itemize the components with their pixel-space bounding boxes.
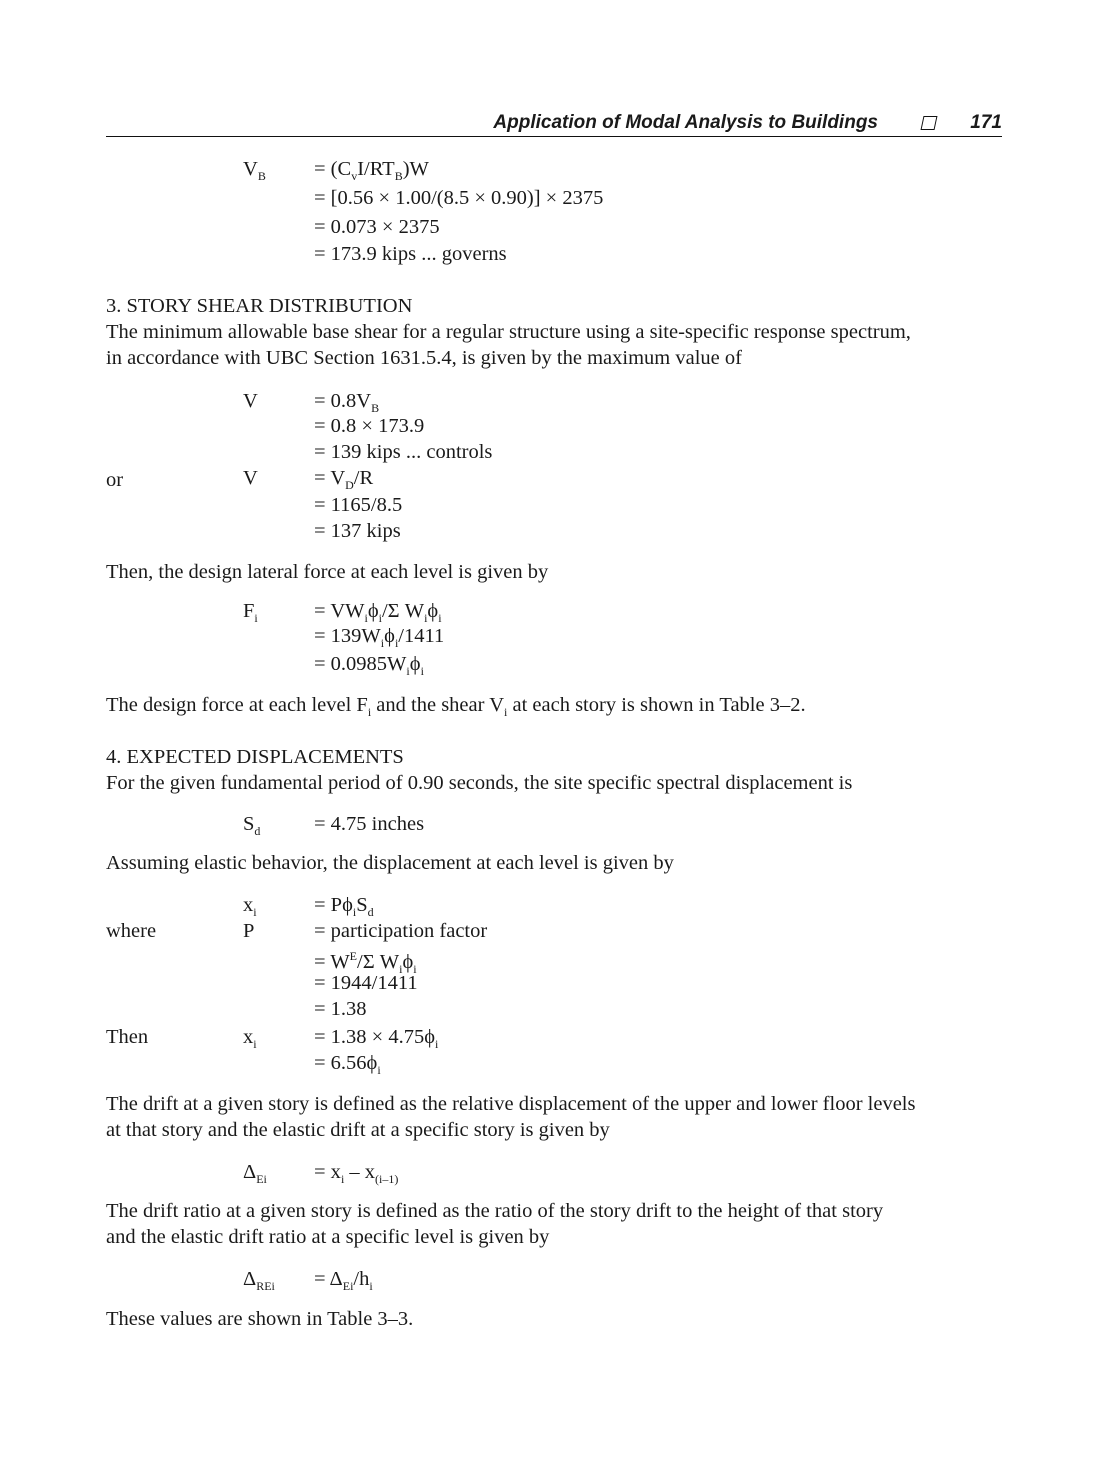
eq-fi-line-3: = $0.0985W_i\phi_i$: [314, 653, 424, 679]
eq-v2-line-2: = 1165/8.5: [314, 494, 403, 516]
eq-v2-line-1: = $V_D/R$: [314, 467, 374, 493]
eq-xi-lhs: $x_i$: [243, 894, 257, 920]
eq-v1-line-3: = 139 kips ... controls: [314, 441, 493, 463]
period-text: For the given fundamental period of 0.90 seconds, the site specific spectral displacement is: [106, 772, 853, 794]
page-number: 171: [970, 112, 1002, 133]
section-4-heading: 4. EXPECTED DISPLACEMENTS: [106, 746, 404, 768]
eq-p-line-3: = 1944/1411: [314, 972, 418, 994]
eq-p-lhs: P: [243, 920, 255, 942]
eq-xi-rhs: = $P\phi_iS_d$: [314, 894, 374, 920]
eq-fi-line-1: = $VW_i\phi_i/\Sigma$ $W_i\phi_i$: [314, 600, 442, 626]
ratio-para-line-2: and the elastic drift ratio at a specific level is given by: [106, 1226, 550, 1248]
eq-sd-lhs: $S_d$: [243, 813, 261, 839]
eq-sd-rhs: = 4.75 inches: [314, 813, 425, 835]
eq-dei-rhs: = $x_i - x_{(i-1)}$: [314, 1161, 399, 1187]
eq-dei-lhs: $\Delta_{Ei}$: [243, 1161, 267, 1187]
eq-vb-line-4: = 173.9 kips ... governs: [314, 243, 507, 265]
eq-v2-line-3: = 137 kips: [314, 520, 401, 542]
or-label: or: [106, 469, 124, 491]
eq-vb-line-1: = $(C_vI/RT_B)W$: [314, 158, 429, 184]
then-label: Then: [106, 1026, 149, 1048]
section-3-heading: 3. STORY SHEAR DISTRIBUTION: [106, 295, 413, 317]
design-force-text: The design force at each level $F_i$ and the shear $V_i$ at each story is shown in Table 3–2.: [106, 694, 806, 720]
drift-para-line-2: at that story and the elastic drift at a specific story is given by: [106, 1119, 610, 1141]
eq-vb-line-3: = 0.073 × 2375: [314, 216, 440, 238]
eq-v2-lhs: V: [243, 467, 258, 489]
eq-drei-rhs: = $\Delta_{Ei}/h_i$: [314, 1268, 373, 1294]
then-design-text: Then, the design lateral force at each level is given by: [106, 561, 549, 583]
ratio-para-line-1: The drift ratio at a given story is defined as the ratio of the story drift to the height of that story: [106, 1200, 884, 1222]
closing-text: These values are shown in Table 3–3.: [106, 1308, 414, 1330]
running-title: Application of Modal Analysis to Buildings: [493, 112, 878, 133]
eq-p-line-4: = 1.38: [314, 998, 367, 1020]
eq-fi-line-2: = $139W_i\phi_i/1411$: [314, 625, 445, 651]
section-3-para-line-1: The minimum allowable base shear for a regular structure using a site-specific response spectrum,: [106, 321, 911, 343]
running-header: [106, 110, 1002, 137]
drift-para-line-1: The drift at a given story is defined as the relative displacement of the upper and lower floor levels: [106, 1093, 916, 1115]
eq-vb-lhs: $V_B$: [243, 158, 266, 184]
eq-v1-line-1: = $0.8V_B$: [314, 390, 380, 416]
eq-x2-lhs: $x_i$: [243, 1026, 257, 1052]
box-ornament-icon: [921, 116, 938, 130]
eq-vb-line-2: = [0.56 × 1.00/(8.5 × 0.90)] × 2375: [314, 187, 604, 209]
eq-v1-lhs: V: [243, 390, 258, 412]
eq-fi-lhs: $F_i$: [243, 600, 258, 626]
eq-p-line-1: = participation factor: [314, 920, 488, 942]
where-label: where: [106, 920, 157, 942]
assuming-text: Assuming elastic behavior, the displacement at each level is given by: [106, 852, 674, 874]
eq-drei-lhs: $\Delta_{REi}$: [243, 1268, 275, 1294]
eq-v1-line-2: = 0.8 × 173.9: [314, 415, 425, 437]
eq-p-line-2: = $W^E/\Sigma$ $W_i\phi_i$: [314, 949, 417, 976]
section-3-para-line-2: in accordance with UBC Section 1631.5.4, is given by the maximum value of: [106, 347, 742, 369]
eq-x2-line-2: = $6.56\phi_i$: [314, 1052, 381, 1078]
eq-x2-line-1: = $1.38 \times 4.75\phi_i$: [314, 1026, 439, 1052]
